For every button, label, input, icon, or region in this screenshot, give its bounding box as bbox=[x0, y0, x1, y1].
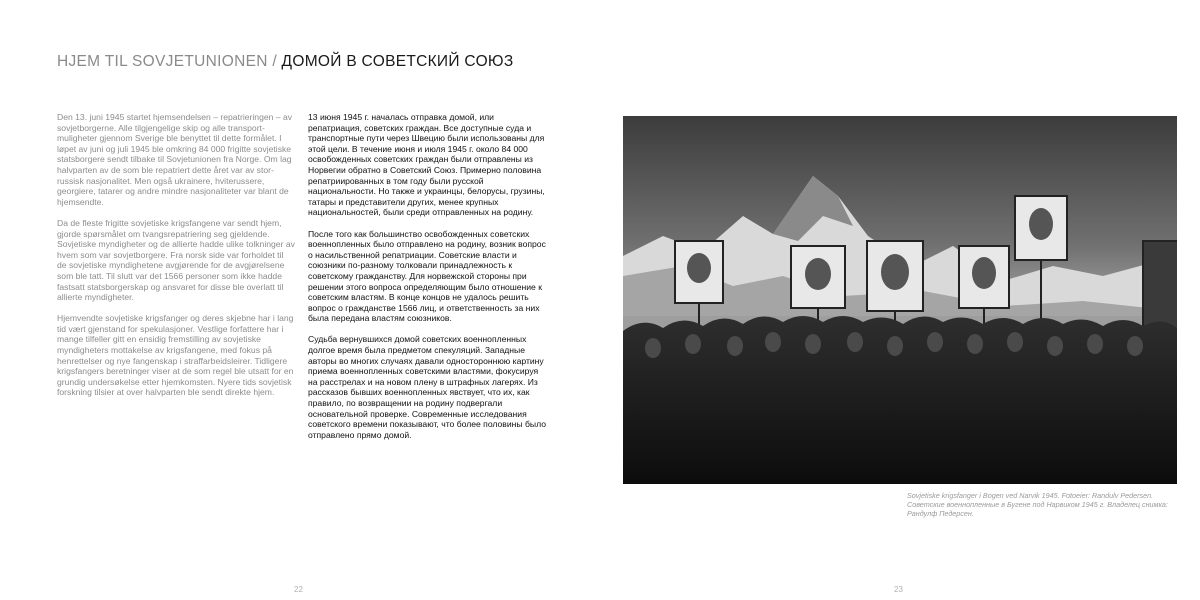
norwegian-paragraph-2: Da de fleste frigitte sovjetiske krigsfangene var sendt hjem, gjorde spørsmålet om tvangsrepatriering seg gjeldende. Sovjetiske myndigheter og de allierte hadde ulike tolkninger av hvem som var sovjetborgere. Fra norsk side var forholdet til de sovjetiske myndighetene avgjørende for de avgjørelsene som ble tatt. Til slutt var det 1566 personer som ikke hadde fastsatt statsborgerskap og ansvaret for disse ble overlatt til allierte myndigheter. bbox=[57, 217, 295, 303]
norwegian-text-column bbox=[57, 112, 295, 409]
russian-paragraph-2: После того как большинство освобожденных советских военнопленных было отправлено на родину, возник вопрос о насильственной репатриации. Советские власти и союзники по-разному толковали принадлежность к советскому гражданству. Для норвежской стороны при решении этого вопроса определяющим было отношение к советским властям. В конце концов не удалось решить вопрос о гражданстве 1566 лиц, и ответственность за них была передана властям союзников. bbox=[308, 228, 546, 324]
norwegian-paragraph-3: Hjemvendte sovjetiske krigsfanger og deres skjebne har i lang tid vært gjenstand for spekulasjoner. Vestlige forfattere har i mange tilfeller gitt en ensidig fremstilling av sovjetiske myndigheters mottakelse av krigsfangene, med fokus på henrettelser og nye fangenskap i straffarbeidsleirer. Tidligere krigsfangers beretninger viser at de som regel ble utsatt for en grundig undersøkelse etter hjemkomsten. Nyere tids sovjetisk forskning tilsier at over halvparten ble sendt direkte hjem. bbox=[57, 313, 294, 398]
russian-paragraph-1: 13 июня 1945 г. началась отправка домой, или репатриация, советских граждан. Все доступные суда и транспортные пути через Швецию были использованы для этой цели. В течение июня и июля 1945 г. около 84 000 освобожденных советских граждан были отправлены из Норвегии обратно в Советский Союз. Примерно половина репатриированных в том году были русской национальности. Но также и украинцы, белорусы, грузины, татары и представители других, менее крупных национальностей, были среди отправленных на родину. bbox=[308, 112, 545, 218]
caption-norwegian: Sovjetiske krigsfanger i Bogen ved Narvik 1945. Fotoeier: Randulv Pedersen. bbox=[907, 491, 1154, 500]
page-number-right: 23 bbox=[894, 585, 903, 594]
historical-photo bbox=[623, 116, 1177, 484]
photo-caption bbox=[907, 491, 1177, 519]
russian-paragraph-3: Судьба вернувшихся домой советских военнопленных долгое время была предметом спекуляций. Западные авторы во многих случаях давали одностороннюю картину приема военнопленных советскими властями, фокусируя на расстрелах и на новом плену в штрафных лагерях. Из рассказов бывших военнопленных явствует, что их, как правило, по возвращении на родину подвергали основательной проверке. Современные исследования советского времени показывают, что более половины было отправлено прямо домой. bbox=[308, 334, 546, 440]
title-separator: / bbox=[267, 53, 282, 70]
caption-russian: Советские военнопленные в Бугене под Нарвиком 1945 г. Владелец снимка: Рандулф Педерсен. bbox=[907, 500, 1168, 519]
page-title bbox=[57, 53, 514, 71]
russian-text-column bbox=[308, 112, 546, 451]
title-norwegian: HJEM TIL SOVJETUNIONEN bbox=[57, 53, 268, 70]
norwegian-paragraph-1: Den 13. juni 1945 startet hjemsendelsen – repatrieringen – av sovjetborgerne. Alle tilgjengelige skip og alle transportmuligheter gjennom Sverige ble benyttet til dette formålet. I løpet av juni og juli 1945 ble omkring 84 000 frigitte sovjetiske statsborgere sendt tilbake til Sovjetunionen fra Norge. Om lag halvparten av de som ble repatriert dette året var av stor-russisk nasjonalitet. Men også ukrainere, hviterussere, georgiere, tatarer og andre mindre nasjonaliteter var blant de hjemsendte. bbox=[57, 112, 293, 207]
title-russian: ДОМОЙ В СОВЕТСКИЙ СОЮЗ bbox=[281, 53, 514, 70]
page-number-left: 22 bbox=[294, 585, 303, 594]
